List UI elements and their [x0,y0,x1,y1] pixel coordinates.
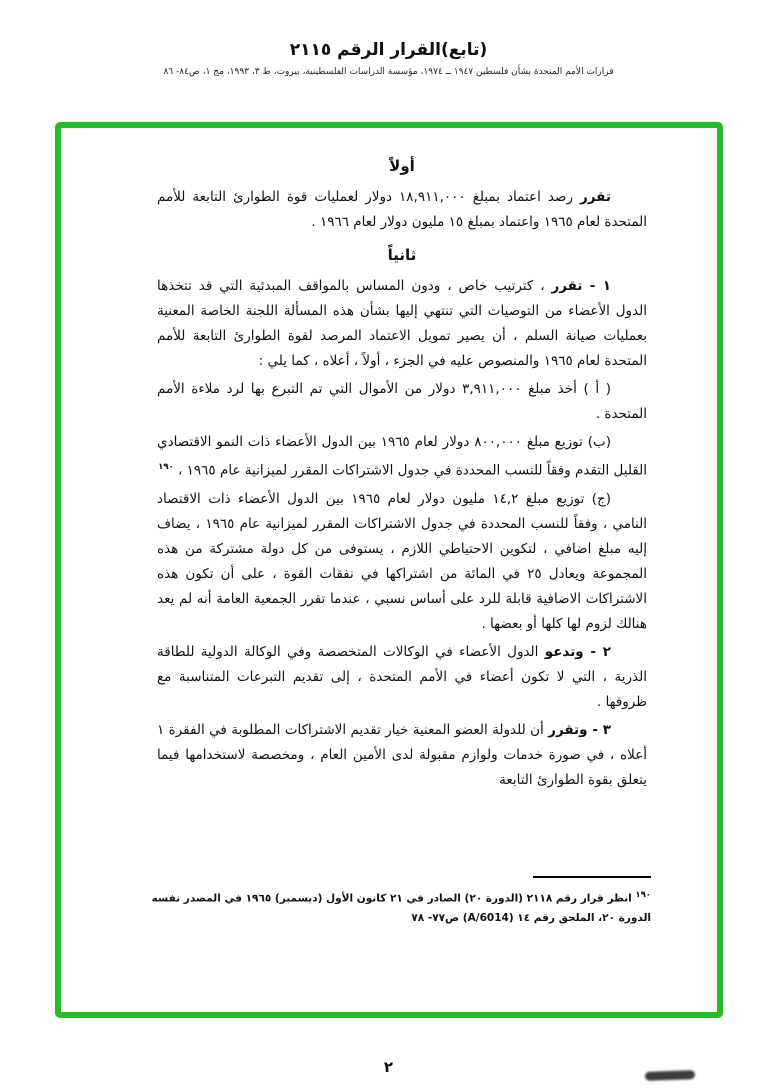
paragraph-text: توزيع مبلغ ٨٠٠,٠٠٠ دولار لعام ١٩٦٥ بين الدول الأعضاء ذات النمو الاقتصادي القليل التقدم وفقاً للنسب المحددة في جدول الاشتراكات المقرر لميزانية عام ١٩٦٥ ، [157,434,647,479]
paragraph-lead: تقرر [580,189,611,205]
paragraph-text: الدول الأعضاء في الوكالات المتخصصة وفي الوكالة الدولية للطاقة الذرية ، التي لا تكون أعضاء في الأمم المتحدة ، إلى تقديم التبرعات المتناسبة مع ظروفها . [157,643,647,710]
paragraph-1 [157,274,647,374]
footnote-marker: ١٩٠ [635,890,651,900]
paragraph-sub-b [157,430,647,484]
scan-artifact [645,1070,695,1081]
paragraph-sub-a [157,377,647,427]
paragraph-prefix: ( أ ) [576,381,611,397]
page-number: ٢ [383,1058,394,1076]
footnote-line-1 [146,886,651,909]
green-highlight-frame [55,122,723,1018]
paragraph-text: رصد اعتماد بمبلغ ١٨,٩١١,٠٠٠ دولار لعمليات قوة الطوارئ التابعة للأمم المتحدة لعام ١٩٦٥ واعتماد بمبلغ ١٥ مليون دولار لعام ١٩٦٦ . [157,189,647,230]
page-title: (تابع)القرار الرقم ٢١١٥ [289,40,488,60]
paragraph-text: توزيع مبلغ ١٤,٢ مليون دولار لعام ١٩٦٥ بين الدول الأعضاء ذات الاقتصاد النامي ، وفقاً للنسب المحددة في جدول الاشتراكات المقرر لميزانية عام ١٩٦٥ ، يضاف إليه مبلغ اضافي ، لتكوين الاحتياطي اللازم ، يستوفى من كل دولة مشتركة من هذه المجموعة ويعادل ٢٥ في المائة من اشتراكها في نفقات القوة ، على أن تكون هذه الاشتراكات الاضافية قابلة للرد على أساس نسبي ، عندما تقرر الجمعية العامة أنه لم يعد هنالك لزوم لها كلها أو بعضها . [157,490,647,632]
paragraph-prefix: (ب) [582,434,611,450]
footnote [146,876,651,928]
paragraph-text: ، كترتيب خاص ، ودون المساس بالمواقف المبدئية التي قد تتخذها الدول الأعضاء من التوصيات التي تنتهي إليها بشأن هذه المسألة اللجنة الخاصة المعنية بعمليات صيانة السلم ، أن يصير تمويل الاعتماد المرصد لقوة الطوارئ التابعة للأمم المتحدة لعام ١٩٦٥ والمنصوص عليه في الجزء ، أولاً ، أعلاه ، كما يلي : [157,278,647,369]
source-citation: قرارات الأمم المتحدة بشأن فلسطين ١٩٤٧ ــ ١٩٧٤، مؤسسة الدراسات الفلسطينية، بيروت، ط ٣، ١٩٩٣، مج ١، ص٨٤- ٨٦ [163,67,614,77]
paragraph-operative-1 [157,185,647,235]
resolution-body [61,128,717,796]
footnote-text-1: انظر قرار رقم ٢١١٨ (الدورة ٢٠) الصادر في ٢١ كانون الأول (ديسمبر) ١٩٦٥ في المصدر نفسه [151,892,632,905]
paragraph-3 [157,718,647,793]
section-heading-second: ثانياً [387,246,417,264]
footnote-line-2: الدورة ٢٠، الملحق رقم ١٤ (A/6014) ص٧٧- ٧٨ [411,911,651,924]
paragraph-2 [157,640,647,715]
footnote-reference-marker: ١٩٠ [158,462,174,472]
paragraph-lead: ١ - تقرر [551,278,611,294]
paragraph-lead: ٢ - وتدعو [544,643,612,660]
paragraph-sub-c [157,487,647,637]
footnote-rule [533,876,651,878]
paragraph-prefix: (ج) [584,490,611,507]
paragraph-lead: ٣ - وتقرر [548,721,611,738]
paragraph-text: أن للدولة العضو المعنية خيار تقديم الاشتراكات المطلوبة في الفقرة ١ أعلاه ، في صورة خدمات ولوازم مقبولة لدى الأمين العام ، ومخصصة لاستخدامها فيما يتعلق بقوة الطوارئ التابعة [157,721,647,788]
paragraph-text: أخذ مبلغ ٣,٩١١,٠٠٠ دولار من الأموال التي تم التبرع بها لرد ملاءة الأمم المتحدة . [157,381,647,422]
section-heading-first: أولاً [389,157,415,175]
